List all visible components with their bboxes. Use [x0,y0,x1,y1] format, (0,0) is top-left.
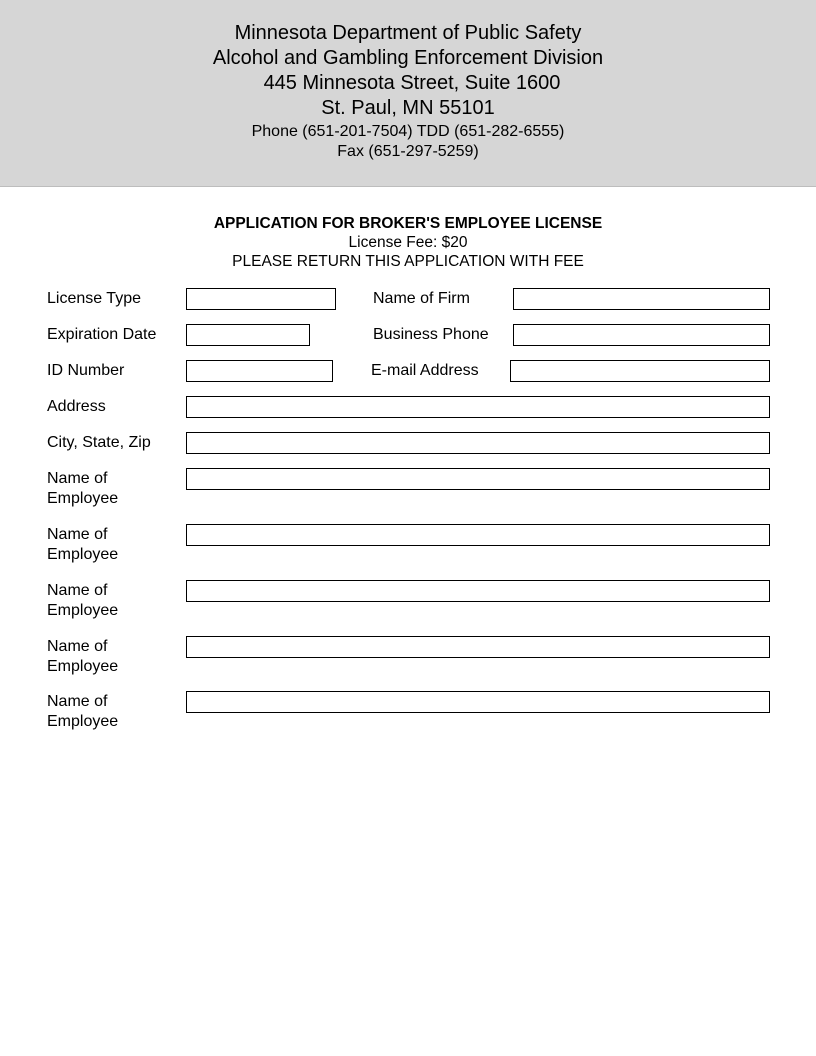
employee-2-label: Name of Employee [47,526,119,563]
license-type-field[interactable] [186,288,336,310]
name-of-firm-field[interactable] [513,288,770,310]
expiration-date-field[interactable] [186,324,310,346]
id-number-field[interactable] [186,360,333,382]
form-title-block [0,214,816,271]
employee-3-label: Name of Employee [47,582,119,619]
business-phone-field[interactable] [513,324,770,346]
email-address-label: E-mail Address [371,362,479,379]
employee-4-field[interactable] [186,636,770,658]
agency-name: Minnesota Department of Public Safety [234,22,582,44]
city-state-zip-field[interactable] [186,432,770,454]
business-phone-label: Business Phone [373,326,489,343]
email-address-field[interactable] [510,360,770,382]
expiration-date-label: Expiration Date [47,326,157,343]
form-title: APPLICATION FOR BROKER'S EMPLOYEE LICENSE [213,215,603,232]
name-of-firm-label: Name of Firm [373,290,470,307]
city-state-zip-label: City, State, Zip [47,434,151,451]
id-number-label: ID Number [47,362,125,379]
employee-4-label: Name of Employee [47,638,119,675]
agency-header [0,0,816,187]
license-type-label: License Type [47,290,141,307]
city-address: St. Paul, MN 55101 [321,97,495,119]
phone-info: Phone (651-201-7504) TDD (651-282-6555) [251,123,565,140]
license-fee: License Fee: $20 [348,234,468,251]
fax-info: Fax (651-297-5259) [337,143,479,160]
return-instruction: PLEASE RETURN THIS APPLICATION WITH FEE [232,253,584,270]
employee-5-label: Name of Employee [47,693,119,730]
employee-5-field[interactable] [186,691,770,713]
employee-2-field[interactable] [186,524,770,546]
street-address: 445 Minnesota Street, Suite 1600 [263,72,561,94]
address-label: Address [47,398,106,415]
address-field[interactable] [186,396,770,418]
employee-1-label: Name of Employee [47,470,119,507]
employee-1-field[interactable] [186,468,770,490]
employee-3-field[interactable] [186,580,770,602]
division-name: Alcohol and Gambling Enforcement Division [212,47,604,69]
